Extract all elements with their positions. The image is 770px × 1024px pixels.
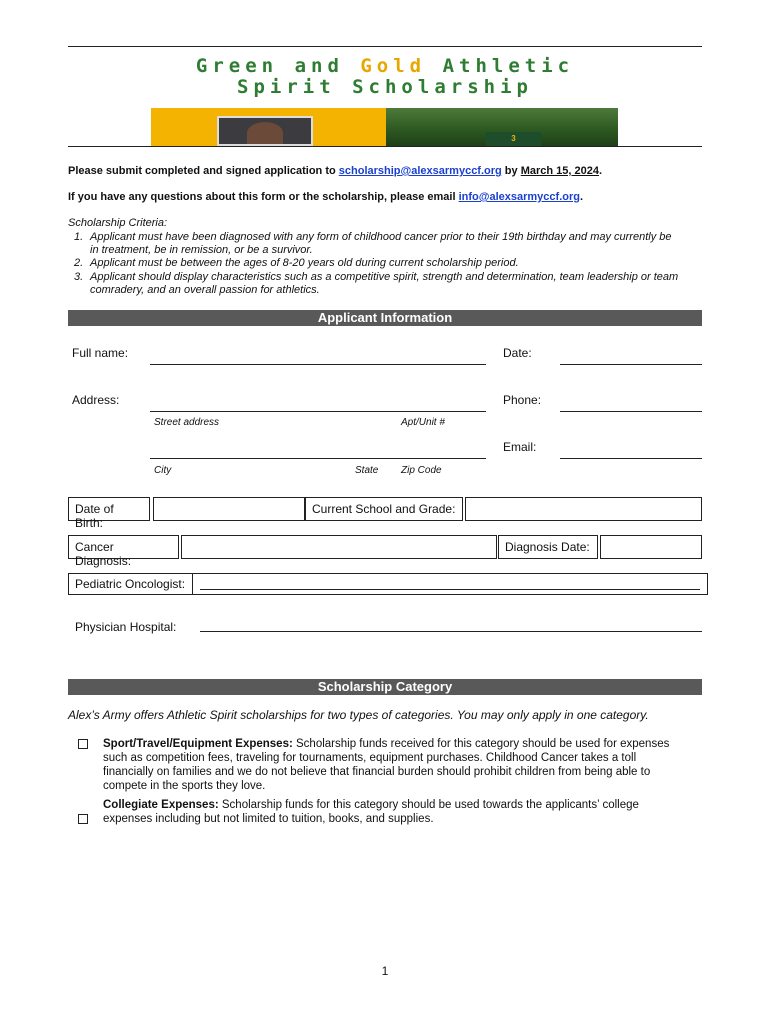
criteria-num-1: 1. — [74, 231, 84, 243]
photo-face — [247, 122, 283, 144]
date-field[interactable] — [560, 364, 702, 365]
category-2-text — [103, 798, 703, 826]
school-grade-input[interactable] — [465, 497, 702, 521]
category-1-line2: such as competition fees, traveling for tournaments, equipment purchases. Childhood Cancer takes a toll — [103, 752, 637, 764]
category-1-line4: compete in the sports they love. — [103, 780, 266, 792]
criteria-item-3-line1: Applicant should display characteristics such as a competitive spirit, strength and determination, team leadership or team — [90, 271, 679, 283]
category-2-line1 — [103, 798, 703, 812]
criteria-item-3-line2: comradery, and an overall passion for athletics. — [90, 284, 320, 296]
email-label: Email: — [503, 440, 537, 454]
category-1-text — [103, 737, 703, 793]
city-state-zip-field[interactable] — [150, 458, 486, 459]
category-1-l1: Scholarship funds received for this category should be used for expenses — [292, 738, 670, 750]
state-caption: State — [355, 465, 379, 476]
criteria-item-1-line2: in treatment, be in remission, or be a survivor. — [90, 244, 313, 256]
street-address-field[interactable] — [150, 411, 486, 412]
oncologist-field[interactable] — [200, 589, 700, 590]
diagnosis-date-label-cell: Diagnosis Date: — [498, 535, 598, 559]
info-email-link[interactable]: info@alexsarmyccf.org — [458, 191, 580, 203]
school-label-cell: Current School and Grade: — [305, 497, 463, 521]
applicant-photo — [217, 116, 313, 146]
submit-prefix: Please submit completed and signed application to — [68, 165, 339, 177]
category-2-checkbox[interactable] — [78, 814, 88, 824]
criteria-num-2: 2. — [74, 257, 84, 269]
questions-prefix: If you have any questions about this form or the scholarship, please email — [68, 191, 459, 203]
scoreboard: 3 — [486, 132, 541, 146]
submit-email-link[interactable]: scholarship@alexsarmyccf.org — [338, 165, 502, 177]
criteria-num-3: 3. — [74, 271, 84, 283]
dob-label-cell: Date of Birth: — [68, 497, 150, 521]
diagnosis-date-input[interactable] — [600, 535, 702, 559]
category-2-l1: Scholarship funds for this category should be used towards the applicants’ college — [218, 799, 639, 811]
questions-end: . — [579, 191, 584, 203]
banner-rule — [68, 146, 702, 147]
category-2-title: Collegiate Expenses: — [103, 799, 219, 811]
date-label: Date: — [503, 346, 532, 360]
title-word: Athletic — [442, 55, 575, 77]
title-line-2: Spirit Scholarship — [237, 76, 533, 98]
header-banner-image — [151, 108, 618, 146]
category-1-checkbox[interactable] — [78, 739, 88, 749]
full-name-label: Full name: — [72, 346, 129, 360]
phone-field[interactable] — [560, 411, 702, 412]
city-caption: City — [154, 465, 172, 476]
full-name-field[interactable] — [150, 364, 486, 365]
category-1-line1 — [103, 737, 703, 751]
criteria-heading: Scholarship Criteria: — [68, 217, 168, 229]
page-number: 1 — [381, 964, 389, 978]
oncologist-divider — [192, 573, 193, 595]
category-section-header: Scholarship Category — [68, 679, 702, 695]
submit-date: March 15, 2024 — [520, 165, 599, 177]
top-rule — [68, 46, 702, 47]
banner-yellow-panel — [151, 108, 386, 146]
questions-instructions — [68, 191, 583, 204]
submit-end: . — [598, 165, 603, 177]
title-word-gold: Gold — [360, 55, 427, 77]
category-1-title: Sport/Travel/Equipment Expenses: — [103, 738, 293, 750]
category-intro: Alex’s Army offers Athletic Spirit scholarships for two types of categories. You may only apply in one category. — [68, 708, 649, 722]
submit-instructions — [68, 165, 602, 178]
submit-by: by — [501, 165, 521, 177]
street-address-caption: Street address — [154, 417, 220, 428]
oncologist-label: Pediatric Oncologist: — [75, 577, 186, 591]
phone-label: Phone: — [503, 393, 542, 407]
address-label: Address: — [72, 393, 120, 407]
hospital-field[interactable] — [200, 631, 702, 632]
cancer-diagnosis-input[interactable] — [181, 535, 497, 559]
category-2-line2: expenses including but not limited to tuition, books, and supplies. — [103, 813, 434, 825]
criteria-item-1-line1: Applicant must have been diagnosed with any form of childhood cancer prior to their 19th birthday and may currently be — [90, 231, 672, 243]
title-word: Green — [195, 55, 279, 77]
category-1-line3: financially on families and we do not believe that financial burden should prohibit children from being able to — [103, 766, 651, 778]
zip-caption: Zip Code — [401, 465, 442, 476]
diagnosis-label-cell: Cancer Diagnosis: — [68, 535, 179, 559]
hospital-label: Physician Hospital: — [75, 620, 177, 634]
apt-unit-caption: Apt/Unit # — [401, 417, 445, 428]
criteria-item-2-line1: Applicant must be between the ages of 8-20 years old during current scholarship period. — [90, 257, 519, 269]
email-field[interactable] — [560, 458, 702, 459]
title-word: and — [294, 55, 344, 77]
dob-input[interactable] — [153, 497, 305, 521]
applicant-section-header: Applicant Information — [68, 310, 702, 326]
banner-field-photo — [386, 108, 618, 146]
title-line-1 — [0, 55, 770, 77]
